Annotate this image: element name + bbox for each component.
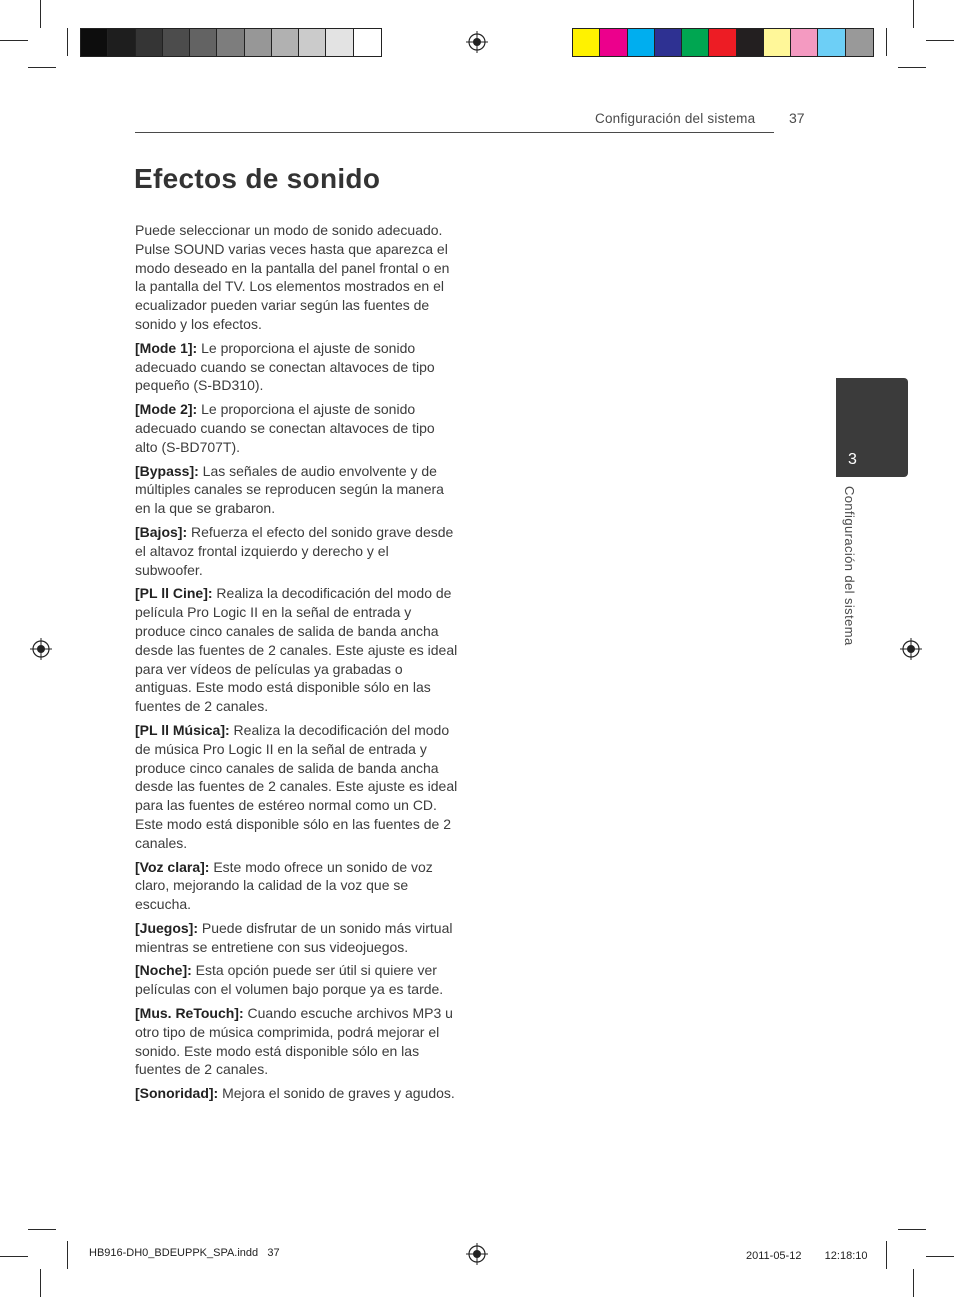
sound-mode-item: [135, 858, 460, 914]
page-number: 37: [789, 110, 805, 126]
crop-mark: [913, 0, 914, 28]
sound-mode-item: [135, 339, 460, 395]
sound-mode-description: Cuando escuche archivos MP3 u otro tipo de música comprimida, podrá mejorar el sonido. Este modo está disponible sólo en las fuentes de 2 canales.: [135, 1005, 453, 1078]
crop-mark: [913, 1269, 914, 1297]
sound-mode-item: [135, 523, 460, 579]
gray-swatch: [163, 29, 190, 56]
gray-swatch: [136, 29, 163, 56]
sound-mode-item: [135, 1004, 460, 1079]
gray-swatch: [190, 29, 217, 56]
sound-mode-item: [135, 1084, 460, 1103]
sound-mode-description: Le proporciona el ajuste de sonido adecuado cuando se conectan altavoces de tipo pequeño (S-BD310).: [135, 339, 435, 394]
crop-mark: [67, 1241, 68, 1269]
sound-mode-term: [Noche]:: [135, 962, 192, 979]
sound-mode-term: [PL ll Música]:: [135, 721, 230, 738]
color-swatch: [682, 29, 709, 56]
crop-mark: [40, 1269, 41, 1297]
running-header-section: Configuración del sistema: [595, 111, 756, 126]
sound-mode-item: [135, 400, 460, 456]
registration-mark-icon: [466, 31, 488, 53]
sound-mode-term: [Bajos]:: [135, 523, 188, 540]
sound-mode-item: [135, 462, 460, 518]
sound-mode-item: [135, 961, 460, 999]
gray-swatch: [299, 29, 326, 56]
sound-mode-term: [Mode 2]:: [135, 401, 198, 418]
crop-mark: [926, 1256, 954, 1257]
crop-mark: [40, 0, 41, 28]
crop-mark: [0, 40, 28, 41]
registration-mark-icon: [466, 1243, 488, 1265]
color-swatch: [818, 29, 845, 56]
crop-mark: [886, 1241, 887, 1269]
sound-mode-description: Puede disfrutar de un sonido más virtual mientras se entretiene con sus videojuegos.: [135, 919, 453, 955]
crop-mark: [898, 67, 926, 68]
crop-mark: [28, 67, 56, 68]
sound-mode-term: [Mode 1]:: [135, 339, 198, 356]
main-content: [135, 221, 460, 1108]
gray-swatch: [245, 29, 272, 56]
crop-mark: [898, 1229, 926, 1230]
crop-mark: [886, 28, 887, 56]
chapter-side-label: Configuración del sistema: [842, 486, 857, 646]
sound-mode-description: Realiza la decodificación del modo de película Pro Logic II en la señal de entrada y produce cinco canales de salida de banda ancha desde las fuentes de 2 canales. Este ajuste es ideal para ver vídeos de películas ya grabadas o antiguas. Este modo está disponible sólo en las fuentes de 2 canales.: [135, 585, 458, 715]
sound-mode-item: [135, 721, 460, 853]
registration-mark-icon: [30, 638, 52, 660]
color-swatch: [573, 29, 600, 56]
color-swatch: [600, 29, 627, 56]
crop-mark: [67, 28, 68, 56]
sound-mode-term: [PL ll Cine]:: [135, 585, 213, 602]
sound-mode-description: Le proporciona el ajuste de sonido adecuado cuando se conectan altavoces de tipo alto (S-BD707T).: [135, 401, 435, 455]
crop-mark: [926, 40, 954, 41]
gray-swatch: [272, 29, 299, 56]
intro-paragraph: Puede seleccionar un modo de sonido adecuado. Pulse SOUND varias veces hasta que aparezca el modo deseado en la pantalla del panel frontal o en la pantalla del TV. Los elementos mostrados en el ecualizador pueden variar según las fuentes de sonido y los efectos.: [135, 222, 450, 332]
sound-mode-description: Mejora el sonido de graves y agudos.: [218, 1085, 455, 1102]
grayscale-bar: [80, 28, 382, 57]
color-swatch: [737, 29, 764, 56]
gray-swatch: [326, 29, 353, 56]
print-slug-file: HB916-DH0_BDEUPPK_SPA.indd 37: [89, 1247, 280, 1259]
header-rule: [135, 132, 774, 133]
sound-mode-item: [135, 584, 460, 716]
sound-mode-term: [Mus. ReTouch]:: [135, 1005, 244, 1022]
sound-mode-term: [Bypass]:: [135, 462, 199, 479]
sound-mode-term: [Sonoridad]:: [135, 1085, 219, 1102]
crop-mark: [28, 1229, 56, 1230]
gray-swatch: [81, 29, 108, 56]
color-swatch: [791, 29, 818, 56]
color-calibration-bar: [572, 28, 874, 57]
gray-swatch: [217, 29, 244, 56]
sound-mode-description: Este modo ofrece un sonido de voz claro, mejorando la calidad de la voz que se escucha.: [135, 858, 433, 913]
color-swatch: [655, 29, 682, 56]
registration-mark-icon: [900, 638, 922, 660]
sound-modes-list: [135, 339, 460, 1103]
gray-swatch: [354, 29, 381, 56]
sound-mode-description: Esta opción puede ser útil si quiere ver películas con el volumen bajo porque ya es tarde.: [135, 962, 444, 998]
sound-mode-item: [135, 919, 460, 957]
sound-mode-term: [Juegos]:: [135, 919, 198, 936]
page-title: Efectos de sonido: [134, 163, 381, 194]
color-swatch: [628, 29, 655, 56]
chapter-tab-number: 3: [848, 451, 857, 468]
sound-mode-term: [Voz clara]:: [135, 858, 210, 875]
gray-swatch: [108, 29, 135, 56]
print-slug-timestamp: 2011-05-12 12:18:10: [746, 1250, 868, 1262]
color-swatch: [709, 29, 736, 56]
chapter-tab: [836, 378, 908, 477]
color-swatch: [846, 29, 873, 56]
crop-mark: [0, 1256, 28, 1257]
sound-mode-description: Las señales de audio envolvente y de múltiples canales se reproducen según la manera en la que se grabaron.: [135, 462, 444, 517]
color-swatch: [764, 29, 791, 56]
sound-mode-description: Refuerza el efecto del sonido grave desde el altavoz frontal izquierdo y derecho y el subwoofer.: [135, 523, 454, 578]
sound-mode-description: Realiza la decodificación del modo de música Pro Logic II en la señal de entrada y produce cinco canales de salida de banda ancha desde las fuentes de 2 canales. Este ajuste es ideal para las fuentes de estéreo normal como un CD. Este modo está disponible sólo en las fuentes de 2 canales.: [135, 721, 458, 851]
